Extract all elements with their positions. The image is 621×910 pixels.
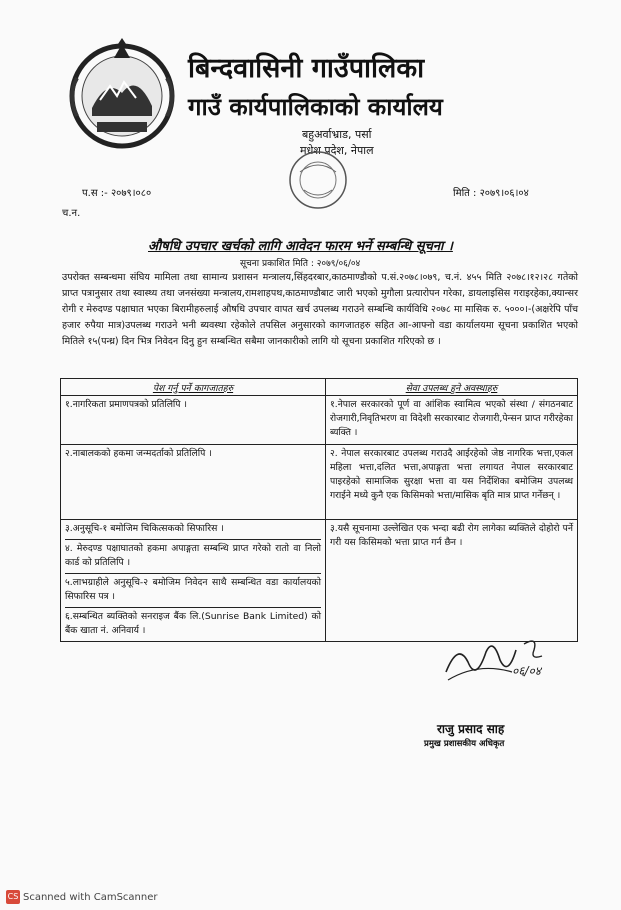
document-item: १.नागरिकता प्रमाणपत्रको प्रतिलिपि । — [61, 396, 326, 445]
condition-item: ३.यसै सूचनामा उल्लेखित एक भन्दा बढी रोग लागेका ब्यक्तिले दोहोरो पर्ने गरी यस किसिमको भत्ता प्राप्त गर्न छैन । — [326, 520, 578, 642]
condition-item: १.नेपाल सरकारको पूर्ण वा आंशिक स्वामित्व भएको संस्था / संगठनबाट रोजगारी,निवृतिभरण वा विदेशी सरकारबाट रोजगारी,पेन्सन प्राप्त गरीरहेका ब्यक्ति । — [326, 396, 578, 445]
document-item: ६.सम्बन्धित ब्यक्तिको सनराइज बैंक लि.(Sunrise Bank Limited) को बैंक खाता नं. अनिवार्य । — [65, 611, 321, 636]
table-row — [61, 396, 578, 445]
condition-item: २. नेपाल सरकारबाट उपलब्ध गराउदै आईरहेको जेष्ठ नागरिक भत्ता,एकल महिला भत्ता,दलित भत्ता,अपाङ्गता भत्ता लगायत नेपाल सरकारबाट पाइरहेको सामाजिक सुरक्षा भत्ता वा यस निर्देशिका बमोजिम उपलब्ध गराईने मध्ये कुनै एक किसिमको भत्ता/मासिक बृति मात्र प्राप्त गर्नेछन् । — [326, 445, 578, 520]
address-line-1: बहुअर्वाभ्राड, पर्सा — [302, 128, 372, 141]
notice-title: औषधि उपचार खर्चको लागि आवेदन फारम भर्ने सम्बन्धि सूचना । — [148, 239, 453, 254]
table-row — [61, 445, 578, 520]
scanner-watermark — [6, 890, 158, 904]
signature-date: ०६/०४ — [512, 664, 542, 678]
table-header-documents: पेश गर्नु पर्ने कागजातहरु — [61, 379, 326, 396]
reference-number: प.स :- २०७९।०८० — [82, 188, 152, 199]
dispatch-number: च.न. — [62, 208, 81, 219]
nepal-emblem-icon — [62, 38, 182, 150]
camscanner-logo-icon: CS — [6, 890, 20, 904]
org-name: बिन्दवासिनी गाउँपालिका — [188, 53, 425, 84]
signer-title: प्रमुख प्रशासकीय अधिकृत — [424, 739, 505, 749]
document-item: ५.लाभग्राहीले अनुसूचि-२ बमोजिम निवेदन साथै सम्बन्धित वडा कार्यालयको सिफारिस पत्र । — [65, 574, 321, 608]
signer-name: राजु प्रसाद साह — [437, 722, 505, 736]
handwritten-signature-icon — [438, 632, 578, 692]
letter-date: मिति : २०७९।०६।०४ — [453, 188, 529, 199]
table-header-conditions: सेवा उपलब्ध हुने अवस्थाहरु — [326, 379, 578, 396]
document-item: २.नाबालकको हकमा जन्मदर्ताको प्रतिलिपि । — [61, 445, 326, 520]
address-line-2: मधेश प्रदेश, नेपाल — [300, 144, 374, 157]
office-stamp-icon — [286, 148, 350, 212]
document-group — [61, 520, 326, 642]
document-item: ४. मेरुदण्ड पक्षाघातको हकमा अपाङ्गता सम्बन्धि प्राप्त गरेको रातो वा निलो कार्ड को प्रतिलिपि । — [65, 540, 321, 574]
notice-publish-date: सूचना प्रकाशित मिति : २०७९/०६/०४ — [240, 259, 361, 269]
notice-body-paragraph: उपरोक्त सम्बन्धमा संघिय मामिला तथा सामान्य प्रशासन मन्त्रालय,सिंहदरबार,काठमाण्डौको प.सं.२०७८।०७९, च.नं. ४५५ मिति २०७८।१२।२८ गतेको प्राप्त पत्रानुसार तथा स्वास्थ्य तथा जनसंख्या मन्त्रालय,रामशाहपथ,काठमाण्डौबाट जारी भएको मुगौला प्रत्यारोपन गरेका, डायलाइसिस गराइरहेका,क्यान्सर रोगी र मेरुदण्ड पक्षाघात भएका बिरामीहरुलाई औषधि उपचार वापत खर्च उपलब्ध गराउने सम्बन्धि कार्यविधि २०७८ मा मासिक रु. ५०००।-(अक्षरेपि पाँच हजार रुपैया मात्र)उपलब्ध गराउने भनी ब्यवस्था रहेकोले तपसिल अनुसारको कागजातहरु सहित आ-आफ्नो वडा कार्यालयमा सूचना प्रकाशित भएको मितिले १५(पन्ध्र) दिन भित्र निवेदन दिनु हुन सम्बन्धित सबैमा जानकारीको लागि यो सूचना प्रकाशित गरिएको छ । — [62, 272, 578, 347]
requirements-table — [60, 378, 578, 642]
table-row — [61, 520, 578, 642]
document-item: ३.अनुसूचि-१ बमोजिम चिकित्सकको सिफारिस । — [65, 520, 321, 540]
office-name: गाउँ कार्यपालिकाको कार्यालय — [188, 93, 443, 121]
scanner-label: Scanned with CamScanner — [23, 892, 158, 903]
notice-body — [62, 270, 578, 350]
